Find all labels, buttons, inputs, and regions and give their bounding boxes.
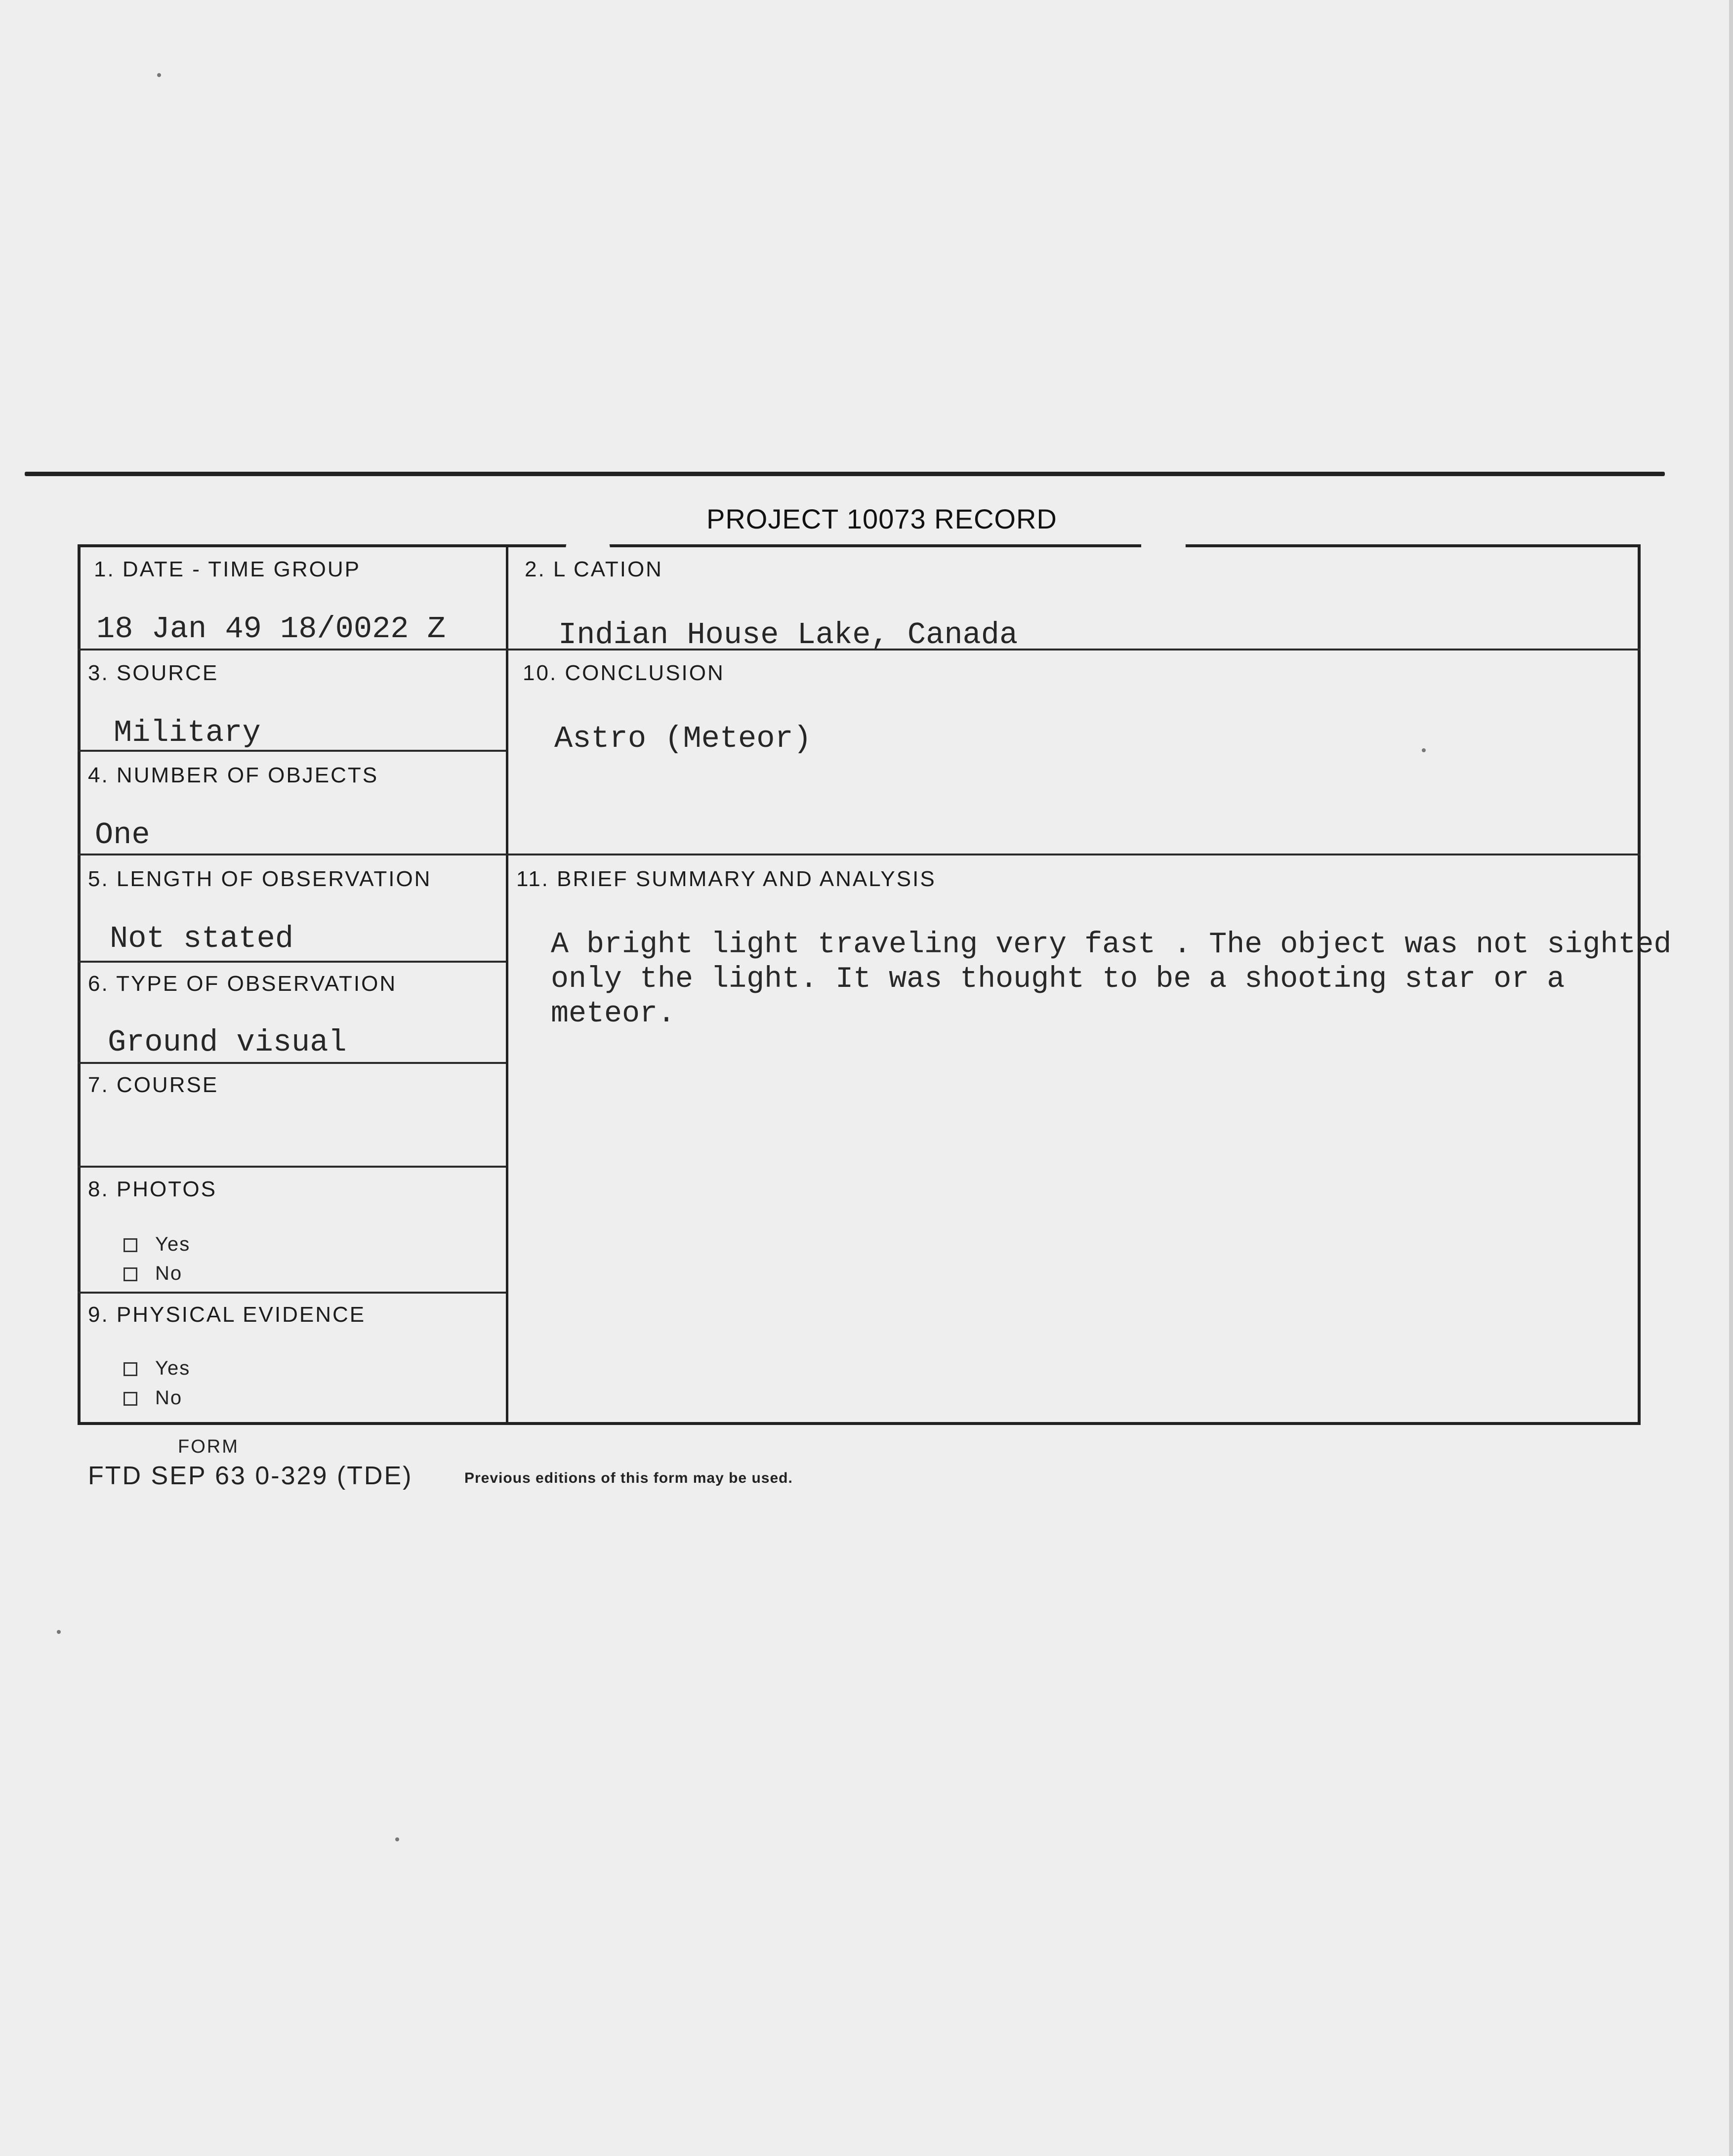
row-divider (78, 961, 506, 963)
number-of-objects-value: One (95, 817, 150, 853)
summary-line: only the light. It was thought to be a shooting star or a (551, 963, 1565, 996)
column-divider (506, 544, 508, 1425)
physical-evidence-no-option[interactable]: No (124, 1387, 182, 1409)
type-of-observation-value: Ground visual (108, 1025, 347, 1060)
footer-note: Previous editions of this form may be used. (464, 1470, 793, 1486)
photos-label: 8. PHOTOS (88, 1177, 217, 1201)
checkbox-icon[interactable] (124, 1267, 137, 1281)
form-title: PROJECT 10073 RECORD (706, 503, 1057, 534)
top-rule (25, 472, 1665, 476)
course-label: 7. COURSE (88, 1073, 219, 1097)
summary-line: meteor. (551, 997, 676, 1031)
conclusion-label: 10. CONCLUSION (523, 661, 725, 685)
checkbox-icon[interactable] (124, 1392, 137, 1406)
summary-label: 11. BRIEF SUMMARY AND ANALYSIS (516, 867, 936, 891)
length-of-observation-value: Not stated (110, 921, 294, 956)
conclusion-value: Astro (Meteor) (554, 721, 812, 756)
scan-speck (1422, 748, 1426, 752)
physical-evidence-yes-option[interactable]: Yes (124, 1357, 190, 1380)
footer-form-word: FORM (178, 1436, 239, 1457)
row-divider (78, 1292, 506, 1294)
row-divider (78, 1062, 506, 1064)
scan-speck (157, 73, 161, 77)
summary-line: A bright light traveling very fast . The object was not sighted (551, 928, 1672, 962)
footer-form-code: FTD SEP 63 0-329 (TDE) (88, 1462, 413, 1490)
source-value: Military (114, 715, 261, 750)
punch-hole (1141, 524, 1186, 568)
row-divider (78, 854, 1641, 855)
number-of-objects-label: 4. NUMBER OF OBJECTS (88, 763, 379, 787)
summary-text (551, 928, 1672, 1031)
physical-evidence-label: 9. PHYSICAL EVIDENCE (88, 1302, 366, 1327)
scan-speck (395, 1837, 399, 1841)
location-label: 2. L CATION (525, 557, 663, 581)
checkbox-icon[interactable] (124, 1362, 137, 1376)
length-of-observation-label: 5. LENGTH OF OBSERVATION (88, 867, 432, 891)
date-time-group-value: 18 Jan 49 18/0022 Z (96, 611, 446, 647)
source-label: 3. SOURCE (88, 661, 219, 685)
location-value: Indian House Lake, Canada (558, 617, 1018, 652)
type-of-observation-label: 6. TYPE OF OBSERVATION (88, 972, 397, 996)
scan-speck (57, 1630, 61, 1634)
photos-no-option[interactable]: No (124, 1262, 182, 1285)
photos-yes-option[interactable]: Yes (124, 1233, 190, 1256)
row-divider (78, 1166, 506, 1168)
checkbox-icon[interactable] (124, 1238, 137, 1252)
scan-edge (1729, 0, 1733, 2156)
date-time-group-label: 1. DATE - TIME GROUP (94, 557, 361, 581)
